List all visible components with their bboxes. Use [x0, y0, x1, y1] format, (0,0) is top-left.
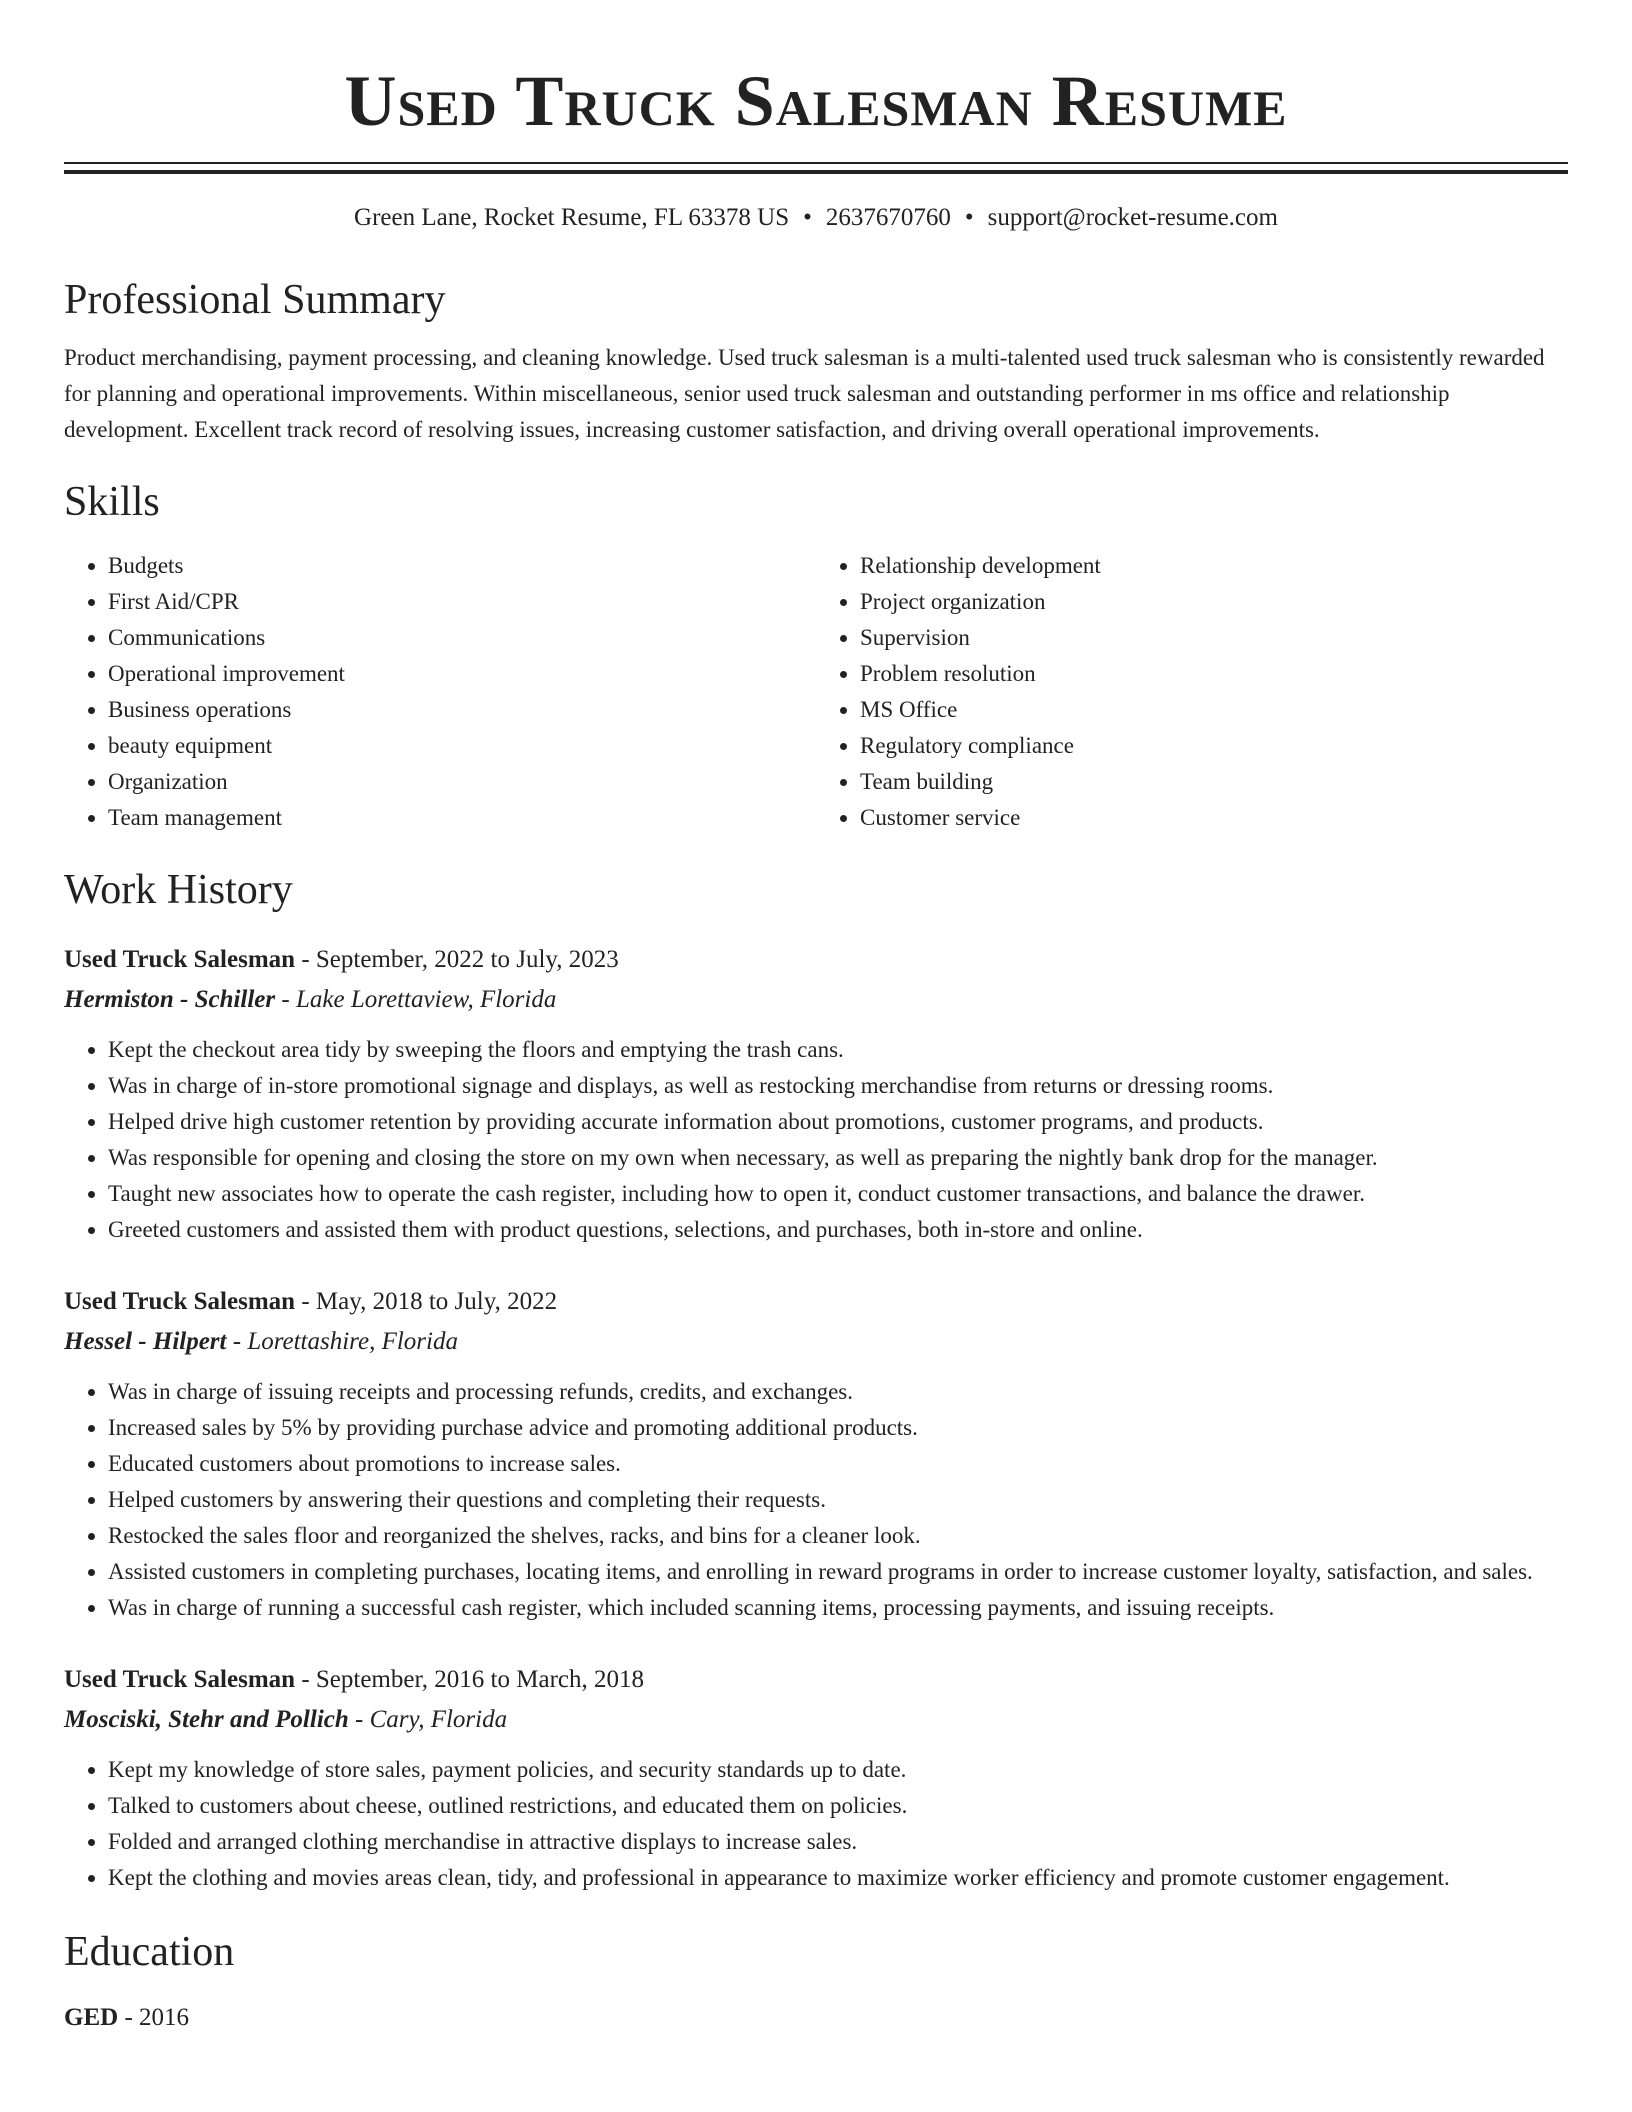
contact-separator: •	[964, 204, 974, 231]
duty-item: • Was in charge of in-store promotional signage and displays, as well as restocking merchandise from returns or dressing rooms.	[108, 1068, 1568, 1104]
job-dash: -	[275, 986, 296, 1013]
job-company: Hessel - Hilpert	[64, 1328, 227, 1355]
contact-line	[64, 202, 1568, 234]
job-location: Cary, Florida	[369, 1706, 508, 1733]
duty-item: • Kept the checkout area tidy by sweeping the floors and emptying the trash cans.	[108, 1032, 1568, 1068]
job-duties	[64, 1752, 1568, 1896]
job-company: Hermiston - Schiller	[64, 986, 276, 1013]
duty-item: • Kept my knowledge of store sales, payment policies, and security standards up to date.	[108, 1752, 1568, 1788]
contact-phone: 2637670760	[825, 204, 951, 231]
duty-item: • Helped customers by answering their questions and completing their requests.	[108, 1482, 1568, 1518]
education-degree: GED	[64, 2004, 119, 2031]
duty-item: • Assisted customers in completing purchases, locating items, and enrolling in reward programs in order to increase customer loyalty, satisfaction, and sales.	[108, 1554, 1568, 1590]
duty-item: • Restocked the sales floor and reorganized the shelves, racks, and bins for a cleaner look.	[108, 1518, 1568, 1554]
summary-heading: Professional Summary	[64, 277, 446, 323]
skill-item: • Team management	[108, 800, 816, 836]
skills-column-left	[64, 548, 816, 836]
job-dates: September, 2022 to July, 2023	[315, 946, 619, 973]
job-header	[64, 1284, 1568, 1320]
job-duties	[64, 1374, 1568, 1626]
job-dash: -	[348, 1706, 370, 1733]
skills-list	[64, 548, 1568, 836]
job-title: Used Truck Salesman	[64, 946, 296, 973]
skill-item: • Problem resolution	[860, 656, 1568, 692]
skill-item: • Project organization	[860, 584, 1568, 620]
skill-item: • First Aid/CPR	[108, 584, 816, 620]
education-heading: Education	[64, 1929, 235, 1975]
duty-item: • Taught new associates how to operate the cash register, including how to open it, conduct customer transactions, and balance the drawer.	[108, 1176, 1568, 1212]
duty-item: • Increased sales by 5% by providing purchase advice and promoting additional products.	[108, 1410, 1568, 1446]
job-location: Lake Lorettaview, Florida	[295, 986, 557, 1013]
work-history-heading: Work History	[64, 867, 293, 913]
skill-item: • Business operations	[108, 692, 816, 728]
education-dash: -	[118, 2004, 140, 2031]
skill-item: • Communications	[108, 620, 816, 656]
skill-item: • beauty equipment	[108, 728, 816, 764]
job-employer	[64, 1702, 1568, 1738]
contact-email: support@rocket-resume.com	[987, 204, 1278, 231]
job-entry	[64, 1662, 1568, 1896]
job-dash: -	[295, 1666, 316, 1693]
contact-address: Green Lane, Rocket Resume, FL 63378 US	[354, 204, 790, 231]
job-duties	[64, 1032, 1568, 1248]
duty-item: • Educated customers about promotions to increase sales.	[108, 1446, 1568, 1482]
skill-item: • Team building	[860, 764, 1568, 800]
job-title: Used Truck Salesman	[64, 1666, 296, 1693]
job-entry	[64, 1284, 1568, 1626]
duty-item: • Talked to customers about cheese, outlined restrictions, and educated them on policies.	[108, 1788, 1568, 1824]
skill-item: • Organization	[108, 764, 816, 800]
job-location: Lorettashire, Florida	[247, 1328, 458, 1355]
duty-item: • Greeted customers and assisted them with product questions, selections, and purchases, both in-store and online.	[108, 1212, 1568, 1248]
education-year: 2016	[139, 2004, 190, 2031]
job-header	[64, 942, 1568, 978]
job-dash: -	[226, 1328, 248, 1355]
title-divider	[64, 162, 1568, 174]
skills-column-right	[816, 548, 1568, 836]
job-dates: May, 2018 to July, 2022	[315, 1288, 558, 1315]
job-dates: September, 2016 to March, 2018	[315, 1666, 644, 1693]
job-company: Mosciski, Stehr and Pollich	[64, 1706, 349, 1733]
job-employer	[64, 982, 1568, 1018]
skill-item: • Customer service	[860, 800, 1568, 836]
duty-item: • Was in charge of issuing receipts and processing refunds, credits, and exchanges.	[108, 1374, 1568, 1410]
job-title: Used Truck Salesman	[64, 1288, 296, 1315]
duty-item: • Was in charge of running a successful cash register, which included scanning items, processing payments, and issuing receipts.	[108, 1590, 1568, 1626]
skill-item: • MS Office	[860, 692, 1568, 728]
duty-item: • Was responsible for opening and closing the store on my own when necessary, as well as preparing the nightly bank drop for the manager.	[108, 1140, 1568, 1176]
skills-heading: Skills	[64, 479, 160, 525]
duty-item: • Helped drive high customer retention by providing accurate information about promotions, customer programs, and products.	[108, 1104, 1568, 1140]
summary-text: Product merchandising, payment processing, and cleaning knowledge. Used truck salesman is a multi-talented used truck salesman who is consistently rewarded for planning and operational improvements. Within miscellaneous, senior used truck salesman and outstanding performer in ms office and relationship development. Excellent track record of resolving issues, increasing customer satisfaction, and driving overall operational improvements.	[64, 345, 1545, 442]
job-dash: -	[295, 1288, 316, 1315]
job-header	[64, 1662, 1568, 1698]
job-entry	[64, 942, 1568, 1248]
duty-item: • Kept the clothing and movies areas clean, tidy, and professional in appearance to maximize worker efficiency and promote customer engagement.	[108, 1860, 1568, 1896]
job-employer	[64, 1324, 1568, 1360]
skill-item: • Operational improvement	[108, 656, 816, 692]
skill-item: • Relationship development	[860, 548, 1568, 584]
contact-separator: •	[803, 204, 812, 231]
job-dash: -	[295, 946, 316, 973]
resume-title: Used Truck Salesman Resume	[344, 61, 1288, 141]
duty-item: • Folded and arranged clothing merchandise in attractive displays to increase sales.	[108, 1824, 1568, 1860]
skill-item: • Regulatory compliance	[860, 728, 1568, 764]
skill-item: • Budgets	[108, 548, 816, 584]
skill-item: • Supervision	[860, 620, 1568, 656]
education-entry	[64, 2000, 1568, 2036]
